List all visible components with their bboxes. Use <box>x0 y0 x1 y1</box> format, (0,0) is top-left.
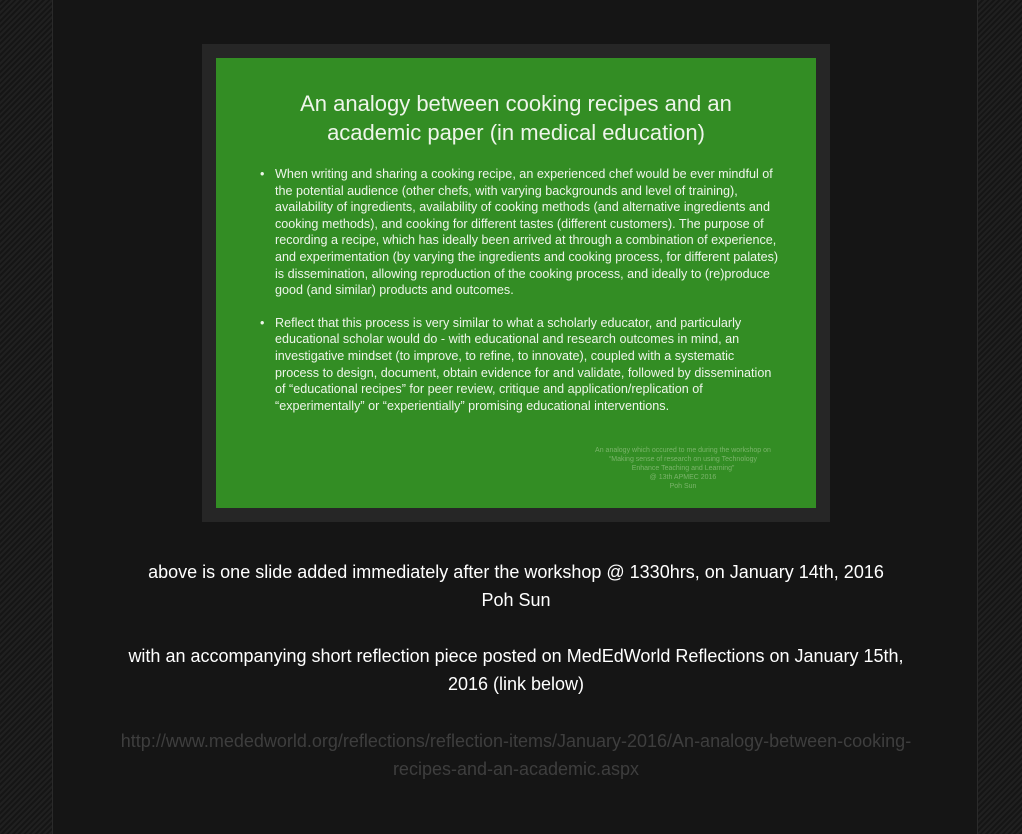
slide-bullet <box>260 315 780 415</box>
bullet-dot: • <box>260 167 265 181</box>
slide-title-line-1: An analogy between cooking recipes and an <box>300 91 732 116</box>
reflection-link-line-2: recipes-and-an-academic.aspx <box>392 759 640 779</box>
caption-block-2 <box>53 642 979 698</box>
bullet-dot: • <box>260 315 265 330</box>
slide-footnote-line: Poh Sun <box>669 483 697 490</box>
slide-bullet-text: When writing and sharing a cooking recipe, an experienced chef would be ever mindful of the potential audience (other chefs, with varying backgrounds and level of training), availability of ingredients, availability of cooking methods (and alternative ingredients and cooking methods), and cooking for different tastes (different customers). The purpose of recording a recipe, which has ideally been arrived at through a combination of experience, and experimentation (by varying the ingredients and cooking process, for different palates) is dissemination, allowing reproduction of the cooking process, and ideally to (re)produce good (and similar) products and outcomes. <box>275 167 779 298</box>
slide-bullet-text: Reflect that this process is very similar to what a scholarly educator, and particularly educational scholar would do - with educational and research outcomes in mind, an investigative mindset (to improve, to refine, to innovate), coupled with a systematic process to design, document, obtain evidence for and validate, followed by dissemination of “educational recipes” for peer review, critique and application/replication of “experimentally” or “experientially” promising educational interventions. <box>275 315 772 413</box>
slide-image-frame <box>202 44 830 522</box>
slide-footnote-line: Enhance Teaching and Learning” <box>631 465 735 472</box>
caption-author: Poh Sun <box>481 590 551 610</box>
slide-image[interactable] <box>216 58 816 508</box>
slide-footnote-line: @ 13th APMEC 2016 <box>649 474 717 481</box>
caption-block-1 <box>53 558 979 614</box>
caption-line: with an accompanying short reflection piece posted on MedEdWorld Reflections on January 15th, <box>128 646 904 666</box>
caption-line: above is one slide added immediately after the workshop @ 1330hrs, on January 14th, 2016 <box>148 562 884 582</box>
slide-footnote <box>578 446 788 491</box>
slide-title-line-2: academic paper (in medical education) <box>327 120 705 145</box>
slide-footnote-line: An analogy which occured to me during the workshop on <box>595 447 771 454</box>
slide-bullet-list <box>260 166 780 430</box>
content-column <box>52 0 978 834</box>
caption-line: 2016 (link below) <box>447 674 585 694</box>
slide-title <box>216 89 816 147</box>
reflection-link[interactable] <box>83 727 949 783</box>
slide-bullet <box>260 166 780 299</box>
reflection-link-line-1: http://www.mededworld.org/reflections/reflection-items/January-2016/An-analogy-between-cooking- <box>120 731 912 751</box>
slide-footnote-line: “Making sense of research on using Technology <box>608 456 758 463</box>
